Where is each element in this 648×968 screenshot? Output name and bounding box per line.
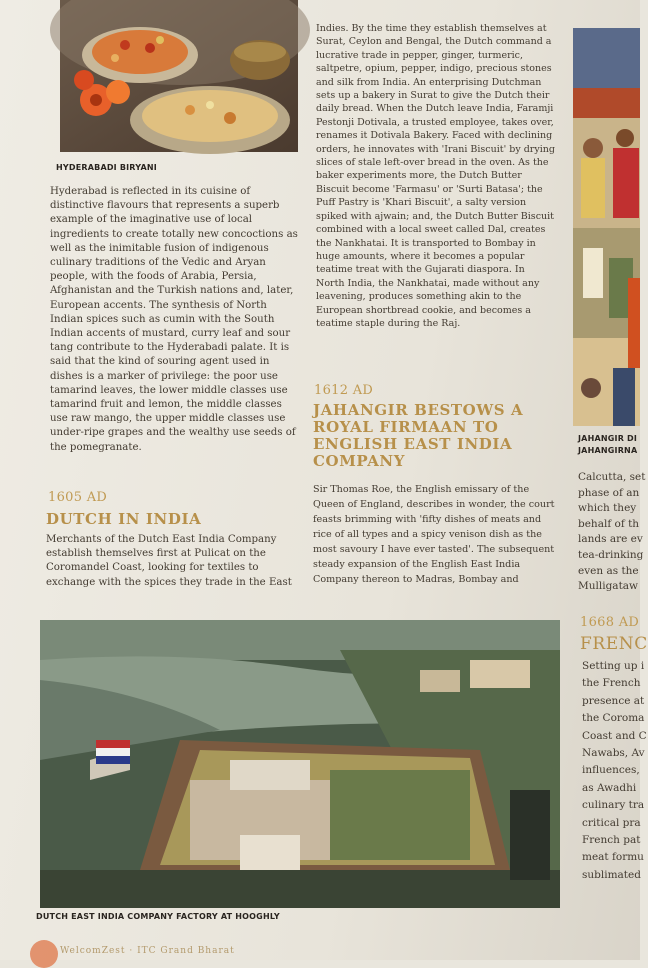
french-line: culinary tra — [582, 799, 645, 812]
jahangir-painting — [573, 28, 640, 426]
french-line: meat formu — [582, 851, 644, 864]
french-line: presence at — [582, 694, 645, 707]
right-line: lands are ev — [578, 533, 643, 546]
french-line: the French — [582, 677, 641, 690]
french-line: influences, — [582, 764, 640, 777]
right-column-text — [578, 470, 646, 595]
french-line: Setting up i — [582, 660, 645, 672]
factory-caption: DUTCH EAST INDIA COMPANY FACTORY AT HOOGHLY — [36, 912, 280, 921]
biryani-photo — [60, 0, 298, 152]
french-line: French pat — [582, 834, 641, 847]
right-line: Mulligataw — [578, 580, 639, 593]
footer-logo-mark — [30, 940, 58, 968]
right-line: even as the — [578, 564, 639, 577]
year-1605: 1605 AD — [48, 490, 108, 505]
year-1668: 1668 AD — [580, 615, 640, 630]
jahangir-illustration — [573, 28, 640, 426]
biryani-illustration — [60, 0, 298, 152]
hyderabad-paragraph: Hyderabad is reflected in its cuisine of distinctive flavours that represents a superb example of the imaginative use of local ingredients to create totally new concoctions as well as the inimitable fusion of indigenous culinary traditions of the Vedic and Aryan people, with the foods of Arabia, Persia, Afghanistan and the Turkish nations and, later, European accents. The synthesis of North Indian spices such as cumin with the South Indian accents of mustard, curry leaf and sour tang contribute to the Hyderabadi palate. It is said that the kind of souring agent used in dishes is a marker of privilege: the poor use tamarind leaves, the lower middle classes use tamarind fruit and lemon, the middle classes use raw mango, the upper middle classes use under-ripe grapes and the wealthy use seeds of the pomegranate. — [50, 186, 298, 453]
french-line: Coast and C — [582, 729, 647, 742]
jahangir-caption-line2: JAHANGIRNA — [578, 446, 638, 455]
year-1612: 1612 AD — [314, 383, 374, 398]
heading-dutch-in-india: DUTCH IN INDIA — [46, 510, 202, 528]
biryani-caption: HYDERABADI BIRYANI — [56, 163, 157, 172]
right-line: which they — [578, 502, 637, 515]
heading-jahangir-firmaan: JAHANGIR BESTOWS A ROYAL FIRMAAN TO ENGLISH EAST INDIA COMPANY — [313, 401, 524, 470]
jahangir-caption-line1: JAHANGIR DI — [578, 434, 638, 443]
dutch-in-india-body: Merchants of the Dutch East India Company establish themselves first at Pulicat on the Coromandel Coast, looking for textiles to exchange with the spices they trade in the East — [46, 534, 292, 588]
right-line: tea-drinking — [578, 548, 644, 561]
french-line: the Coroma — [582, 712, 645, 725]
footer-text: WelcomZest · ITC Grand Bharat — [60, 946, 235, 956]
dutch-continued-paragraph: Indies. By the time they establish themselves at Surat, Ceylon and Bengal, the Dutch command a lucrative trade in pepper, ginger, turmeric, saltpetre, opium, pepper, indigo, precious stones and silk from India. An enterprising Dutchman sets up a bakery in Surat to give the Dutch their daily bread. When the Dutch leave India, Faramji Pestonji Dotivala, a trusted employee, takes over, renames it Dotivala Bakery. Faced with declining orders, he innovates with 'Irani Biscuit' by drying slices of stale left-over bread in the oven. As the baker experiments more, the Dutch Butter Biscuit become 'Farmasu' or 'Surti Batasa'; the Puff Pastry is 'Khari Biscuit', a salty version spiked with ajwain; and, the Dutch Butter Biscuit combined with a local sweet called Dal, creates the Nankhatai. It is transported to Bombay in huge amounts, where it becomes a popular teatime treat with the Gujarati diaspora. In North India, the Nankhatai, made without any leavening, produces something akin to the European shortbread cookie, and becomes a teatime staple during the Raj. — [316, 23, 555, 329]
hooghly-factory-painting — [40, 620, 560, 908]
jahangir-body: Sir Thomas Roe, the English emissary of the Queen of England, describes in wonder, the court feasts brimming with 'fifty dishes of meats and rice of all types and a spicy venison dish as the most savoury I have ever tasted'. The subsequent steady expansion of the English East India Company thereon to Madras, Bombay and — [313, 484, 555, 585]
french-body — [582, 658, 647, 884]
french-line: critical pra — [582, 816, 641, 829]
right-line: phase of an — [578, 486, 640, 499]
french-line: sublimated — [582, 868, 641, 881]
right-line: behalf of th — [578, 517, 640, 530]
french-line: as Awadhi — [582, 781, 637, 794]
french-line: Nawabs, Av — [582, 747, 645, 760]
factory-illustration — [40, 620, 560, 908]
heading-french: FRENC — [580, 634, 648, 654]
right-line: Calcutta, set — [578, 471, 646, 483]
